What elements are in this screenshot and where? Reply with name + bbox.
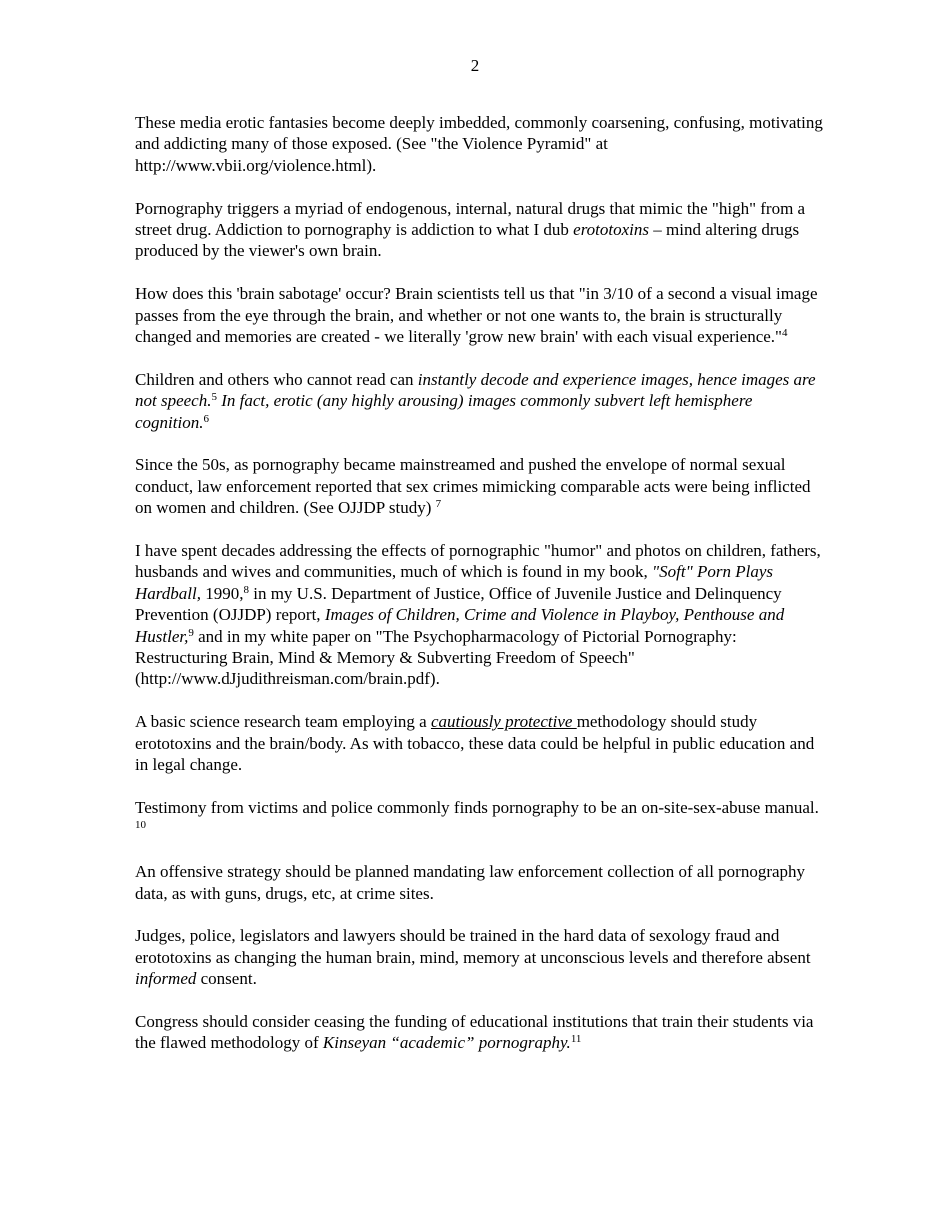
paragraph xyxy=(135,369,825,433)
italic-text: Kinseyan “academic” pornography. xyxy=(322,1033,571,1053)
italic-text: Images of Children, Crime and Violence in Playboy, Penthouse and Hustler, xyxy=(135,605,785,646)
footnote-marker: 7 xyxy=(435,498,442,511)
text-run: Congress should consider ceasing the funding of educational institutions that train their students via the flawed methodology of xyxy=(135,1011,814,1053)
footnote-marker: 5 xyxy=(211,391,217,404)
paragraph xyxy=(135,1011,825,1054)
text-run: Judges, police, legislators and lawyers should be trained in the hard data of sexology fraud and erototoxins as changing the human brain, mind, memory at unconscious levels and therefore absent xyxy=(135,926,811,967)
paragraph xyxy=(135,711,825,775)
italic-text: informed xyxy=(135,969,197,989)
underlined-italic-text: cautiously protective xyxy=(430,712,577,732)
text-run: methodology should study erototoxins and the brain/body. As with tobacco, these data could be helpful in public education and in legal change. xyxy=(135,712,815,775)
paragraph xyxy=(135,797,825,840)
paragraph xyxy=(135,198,825,262)
text-run: 1990, xyxy=(200,583,244,603)
text-run: Pornography triggers a myriad of endogenous, internal, natural drugs that mimic the "high" from a street drug. Addiction to pornography is addiction to what I dub xyxy=(135,198,806,240)
footnote-marker: 8 xyxy=(243,583,249,596)
text-run: Testimony from victims and police commonly finds pornography to be an on-site-sex-abuse manual. xyxy=(135,797,819,817)
text-run: These media erotic fantasies become deeply imbedded, commonly coarsening, confusing, motivating and addicting many of those exposed. (See "the Violence Pyramid" at http://www.vbii.org/violence.html). xyxy=(135,113,823,175)
page-number: 2 xyxy=(470,56,480,75)
text-run: How does this 'brain sabotage' occur? Brain scientists tell us that "in 3/10 of a second a visual image passes from the eye through the brain, and whether or not one wants to, the brain is structurally changed and memories are created - we literally 'grow new brain' with each visual experience." xyxy=(135,284,818,347)
text-run: in my U.S. Department of Justice, Office of Juvenile Justice and Delinquency Prevention (OJJDP) report, xyxy=(135,583,782,625)
footnote-marker: 10 xyxy=(135,819,146,832)
text-run: – mind altering drugs produced by the viewer's own brain. xyxy=(135,220,800,261)
text-run: consent. xyxy=(196,969,257,989)
paragraph xyxy=(135,925,825,989)
italic-text: erototoxins xyxy=(573,220,650,240)
paragraph xyxy=(135,861,825,904)
paragraph xyxy=(135,283,825,347)
footnote-marker: 9 xyxy=(188,626,194,639)
italic-text: instantly decode and experience images, hence images are not speech. xyxy=(135,369,816,411)
document-body xyxy=(135,112,825,1075)
text-run: A basic science research team employing a xyxy=(135,712,431,732)
paragraph xyxy=(135,112,825,176)
text-run: Children and others who cannot read can xyxy=(135,369,418,389)
italic-text: "Soft" Porn Plays Hardball, xyxy=(135,562,774,603)
footnote-marker: 6 xyxy=(203,412,209,425)
text-run: I have spent decades addressing the effects of pornographic "humor" and photos on children, fathers, husbands and wives and communities, much of which is found in my book, xyxy=(135,541,821,582)
text-run: and in my white paper on "The Psychopharmacology of Pictorial Pornography: Restructuring Brain, Mind & Memory & Subverting Freedom of Speech" (http://www.dJjudithreisman.com/brain.pdf). xyxy=(135,626,737,689)
footnote-marker: 11 xyxy=(570,1033,582,1046)
text-run: An offensive strategy should be planned mandating law enforcement collection of all pornography data, as with guns, drugs, etc, at crime sites. xyxy=(135,862,806,903)
italic-text: In fact, erotic (any highly arousing) images commonly subvert left hemisphere cognition. xyxy=(135,391,753,432)
footnote-marker: 4 xyxy=(781,327,788,340)
text-run: Since the 50s, as pornography became mainstreamed and pushed the envelope of normal sexual conduct, law enforcement reported that sex crimes mimicking comparable acts were being inflicted on women and children. (See OJJDP study) xyxy=(135,455,811,518)
paragraph xyxy=(135,454,825,518)
paragraph xyxy=(135,540,825,690)
